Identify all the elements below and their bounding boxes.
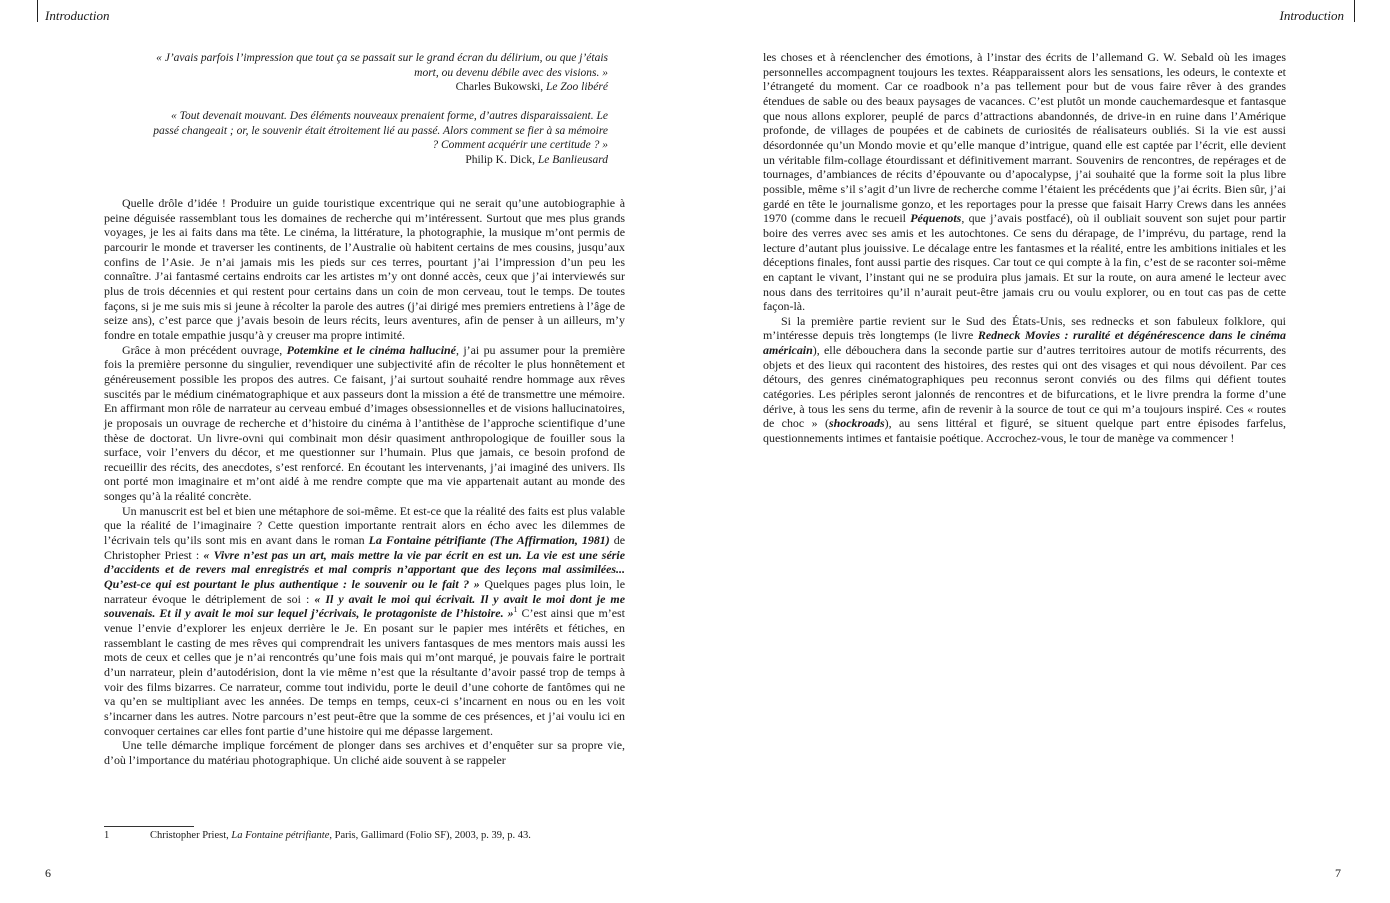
book-title: Péquenots [910,211,962,226]
epigraph-author: Philip K. Dick, [465,153,538,166]
page-number: 7 [1335,866,1341,880]
epigraph-source [150,153,608,168]
epigraph-source [150,80,608,95]
text-run: de Christopher Priest : [104,533,625,562]
text-run: , Paris, Gallimard (Folio SF), 2003, p. 39, p. 43. [329,830,531,841]
book-title: La Fontaine pétrifiante [231,830,330,841]
margin-rule [37,0,38,22]
epigraph-title: Le Banlieusard [537,153,608,166]
text-run: ), elle débouchera dans la seconde partie sur d’autres territoires autour de motifs récurrents, des objets et des lieux qui racontent des histoires, des restes qui ont des visages et qui nous dévoilent. Par ces détours, des genres cinématographiques peu reconnus seront conviés ou des films qui défient toutes catégories. Les périples seront jalonnés de rencontres et de bifurcations, et le livre prendra la forme d’une dérive, à tous les sens du terme, afin de revenir à la source de tout ce qui m’a toujours inspiré. Ces « routes de choc » ( [763,343,1286,431]
quotation: « Il y avait le moi qui écrivait. Il y avait le moi dont je me souvenais. Et il y avait le moi sur lequel j’écrivais, le protagoniste de l’histoire. » [104,591,626,621]
paragraph [763,50,1286,314]
margin-rule [1354,0,1355,22]
epigraph-quote: « Tout devenait mouvant. Des éléments nouveaux prenaient forme, d’autres disparaissaient. Le passé changeait ; or, le souvenir était étroitement lié au passé. Alors comment se fier à sa mémoire ? Comment acquérir une certitude ? » [153,110,608,152]
paragraph [763,314,1286,446]
book-title: Redneck Movies : ruralité et dégénérescence dans le cinéma américain [763,328,1286,358]
text-run: les choses et à réenclencher des émotions, à l’instar des écrits de l’allemand G. W. Sebald où les images personnelles accompagnent toujours les textes. Réapparaissent alors les sensations, les odeurs, le contexte et l’étrangeté du moment. Car ce roadbook n’a pas tellement pour but de vous faire rêver à des grandes étendues de sable ou des beaux paysages de vacances. C’est plutôt un monde cauchemardesque et fantasque que nous allons explorer, peuplé de parcs d’attractions abandonnés, de drive-in en ruine dans l’Amérique profonde, de villages de poupées et de cabinets de curiosités de réalisateurs oubliés. Si la vie est aussi désordonnée qu’un Mondo movie et qu’elle manque d’intrigue, quand elle est captée par l’écrit, elle devient un véritable film-collage étourdissant et définitivement marrant. Souvenirs de rencontres, de repérages et de tournages, d’ambiances de récits d’épouvante ou d’apocalypse, j’ai souhaité que la forme soit la plus libre possible, même s’il s’agit d’un livre de recherche comme l’étaient les précédents que j’ai écrits. Bien sûr, j’ai gardé en tête le journalisme gonzo, et les reportages pour la presse que faisait Harry Crews dans les années 1970 (comme dans le recueil [763,50,1286,226]
running-head: Introduction [1279,8,1344,23]
footnote-marker[interactable]: 1 [513,605,518,615]
text-run: Quelques pages plus loin, le narrateur évoque le détriplement de soi : [104,577,625,606]
text-run: Grâce à mon précédent ouvrage, [122,342,287,357]
key-term: shockroads [828,416,885,431]
book-title: La Fontaine pétrifiante (The Affirmation, 1981) [368,533,610,548]
footnote [104,830,624,841]
page-number: 6 [45,866,51,880]
text-run: Christopher Priest, [150,830,232,841]
book-title: Potemkine et le cinéma halluciné [286,342,456,357]
text-run: ), au sens littéral et figuré, se situent quelque part entre épisodes farfelus, questionnements intimes et fantaisie poétique. Accrochez-vous, le tour de manège va commencer ! [763,416,1286,446]
paragraph: Une telle démarche implique forcément de plonger dans ses archives et d’enquêter sur sa propre vie, d’où l’importance du matériau photographique. Un cliché aide souvent à se rappeler [104,738,625,767]
paragraph: Quelle drôle d’idée ! Produire un guide touristique excentrique qui ne serait qu’une autobiographie à peine déguisée rassemblant tous les domaines de recherche qui m’intéressent. Surtout que mes plus grands voyages, je les ai faits dans ma tête. Le cinéma, la littérature, la photographie, la musique m’ont permis de parcourir le monde et traverser les continents, de l’Australie où habitent certains de mes cousins, jusqu’aux confins de l’Asie. Je n’ai jamais mis les pieds sur ces terres, pourtant j’ai l’impression d’un peu les connaître. J’ai fantasmé certains endroits car les artistes m’y ont donné accès, ceux que j’ai interviewés sur plus de trois décennies et qui restent pour certains dans un coin de mon cerveau, tout le temps. De toutes façons, si je me suis mis si jeune à récolter la parole des autres (j’ai dirigé mes premiers entretiens à l’âge de seize ans), c’est parce que j’avais besoin de leurs récits, leurs aventures, afin de penser à un ailleurs, m’y fondre en totale empathie jusqu’à y creuser ma propre intimité. [104,196,625,342]
right-page [695,0,1390,903]
text-run: C’est ainsi que m’est venue l’envie d’explorer les enjeux derrière le Je. En posant sur le papier mes intérêts et fétiches, en rassemblant le casting de mes rêves qui comprendrait les univers fantasques de mes mentors mais aussi les mots de ceux et celles que je n’ai rencontrés qu’une fois mais qui m’ont marqué, je pouvais faire le portrait d’un narrateur, plein d’autodérision, dont la vie même n’est que la résultante d’avoir passé trop de temps à voir des films bizarres. Ce narrateur, comme tout individu, porte le deuil d’une cohorte de fantômes qui ne va qu’en se multipliant avec les années. De temps en temps, ceux-ci s’incarnent en nous ou en les voit s’incarner dans les autres. Notre parcours n’est peut-être que la somme de ces présences, et j’ai voulu ici en convoquer certaines car elles font partie d’une histoire qui me dépasse largement. [104,606,625,738]
quotation: « Vivre n’est pas un art, mais mettre la vie par écrit en est un. La vie est une série d’accidents et de revers mal enregistrés et mal compris n’apportant que des leçons mal assimilées... Qu’est-ce qui est pourtant le plus authentique : le souvenir ou le fait ? » [104,547,626,592]
paragraph [104,504,625,739]
text-run: Si la première partie revient sur le Sud des États-Unis, ses rednecks et son fabuleux folklore, qui m’intéresse depuis très longtemps (le livre [763,313,1286,343]
text-run: , que j’avais postfacé), où il oubliait souvent son sujet pour partir boire des verres avec ses amis et les autochtones. Ce sens du dérapage, de l’imprévu, du partage, rend la lecture d’autant plus jouissive. Le décalage entre les fantasmes et la réalité, entre les ambitions initiales et les déceptions finales, font aussi partie des risques. Car tout ce qui compte à la fin, c’est de se raconter soi-même en captant le vivant, l’instant qui ne se produira plus jamais. Et sur la route, on aura amené le lecteur avec nous dans des territoires qu’il n’aurait peut-être jamais cru ou voulu explorer, ou en tout cas pas de cette façon-là. [763,211,1286,314]
footnote-number: 1 [104,830,110,841]
text-run: , j’ai pu assumer pour la première fois la première personne du singulier, revendiquer une subjectivité afin de récolter le plus honnêtement et généreusement possible les propos des autres. Ce faisant, j’ai surtout souhaité rendre hommage aux rêves suscités par le médium cinématographique et aux passeurs dont la mission a été de transmettre une mémoire. En affirmant mon rôle de narrateur au cerveau embué d’images obsessionnelles et de visions hallucinatoires, je proposais un ouvrage de recherche et d’histoire du cinéma à l’antithèse de l’approche scientifique d’une thèse de doctorat. Un livre-ovni qui combinait mon désir quasiment anthropologique de fouiller sous la surface, voir l’envers du décor, et me questionner sur l’humain. Plus que jamais, ce besoin profond de recueillir des récits, des anecdotes, s’est renforcé. En écoutant les intervenants, j’ai imaginé des univers. Ils ont porté mon imaginaire et m’ont aidé à me rendre compte que ma vie appartenait autant au monde des songes qu’à la réalité concrète. [104,342,625,504]
epigraph-quote: « J’avais parfois l’impression que tout ça se passait sur le grand écran du délirium, ou que j’étais mort, ou devenu débile avec des visions. » [156,52,608,79]
epigraph-dick [150,109,608,167]
body-text-right [763,50,1286,446]
paragraph [104,343,625,504]
footnote-rule [104,826,194,827]
epigraph-bukowski [150,51,608,95]
epigraph-author: Charles Bukowski, [455,81,547,94]
body-text-left [104,196,625,768]
epigraph-title: Le Zoo libéré [546,81,608,94]
text-run: Un manuscrit est bel et bien une métaphore de soi-même. Et est-ce que la réalité des faits est plus valable que la réalité de l’imaginaire ? Cette question importante rentrait alors en écho avec les dilemmes de l’écrivain tels qu’ils sont mis en avant dans le roman [104,503,625,548]
running-head: Introduction [45,8,110,23]
